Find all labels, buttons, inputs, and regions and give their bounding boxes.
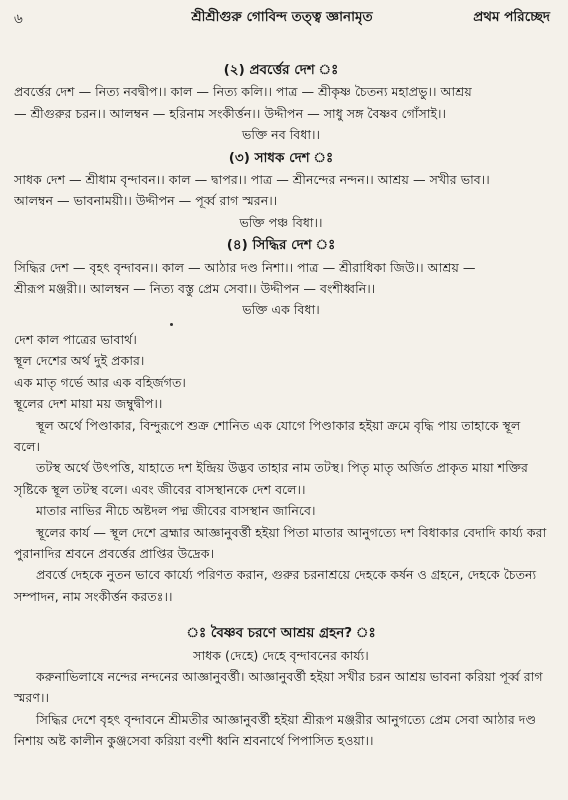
section-3-line-2: আলম্বন — ভাবনাময়ী।। উদ্দীপন — পূর্ব্ব রাগ স্মরন।। — [14, 193, 278, 209]
vaishnav-paragraph-1: করুনাভিলাষে নন্দের নন্দনের আজ্ঞানুবর্ত্তী। আজ্ঞানুবর্ত্তী হইয়া সখীর চরন আশ্রয় ভাবনা করিয়া পূর্ব্ব রাগ স্মরণ।। — [14, 668, 543, 706]
explain-paragraph-2: তটস্থ অর্থে উৎপত্তি, যাহাতে দশ ইন্দ্রিয় উদ্ভব তাহার নাম তটস্থ। পিতৃ মাতৃ অর্জিত প্রাকৃত মায়া শক্তির সৃষ্টিকে স্থূল তটস্থ বলে। এবং জীবের বাসস্থানকে দেশ বলে।। — [14, 460, 528, 497]
section-4-line-1: সিদ্ধির দেশ — বৃহৎ বৃন্দাবন।। কাল — আঠার দণ্ড নিশা।। পাত্র — শ্রীরাধিকা জিউ।। আশ্রয় — — [14, 259, 476, 275]
explain-paragraph-4: স্থূলের কার্য — স্থূল দেশে ব্রহ্মার আজ্ঞানুবর্ত্তী হইয়া পিতা মাতার আনুগত্যে দশ বিধাকার বেদাদি কার্য্য করা পুরানাদির শ্রবনে প্রবর্ত্তের প্রাপ্তির উদ্রেক। — [14, 524, 547, 561]
explain-paragraph-5: প্রবর্ত্তে দেহকে নুতন ভাবে কার্য্যে পরিণত করান, গুরুর চরনাশ্রয়ে দেহকে কর্ষন ও গ্রহনে, দেহকে চৈতন্য সম্পাদন, নাম সংকীর্ত্তন করতঃ।। — [14, 567, 537, 604]
ink-dot — [170, 323, 173, 326]
section-4-line-2: শ্রীরূপ মঞ্জরী।। আলম্বন — নিত্য বস্তু প্রেম সেবা।। উদ্দীপন — বংশীধ্বনি।। — [14, 281, 376, 297]
book-title: শ্রীশ্রীগুরু গোবিন্দ তত্ত্ব জ্ঞানামৃত — [191, 9, 373, 25]
explain-paragraph-3: মাতার নাভির নীচে অষ্টদল পদ্ম জীবের বাসস্থান জানিবে। — [36, 503, 316, 519]
section-heading-2: (২) প্রবর্ত্তের দেশ ঃ — [223, 62, 339, 78]
vaishnav-subheading: সাধক (দেহে) দেহে বৃন্দাবনের কার্য্য। — [193, 647, 369, 663]
vaishnav-paragraph-2: সিদ্ধির দেশে বৃহৎ বৃন্দাবনে শ্রীমতীর আজ্ঞানুবর্ত্তী হইয়া শ্রীরূপ মঞ্জরীর আনুগত্যে প্রেম সেবা আঠার দণ্ড নিশায় অষ্ট কালীন কুঞ্জসেবা করিয়া বংশী ধ্বনি শ্রবনার্থে পিপাসিত হওয়া।। — [14, 711, 537, 749]
chapter-title: প্রথম পরিচ্ছেদ — [473, 9, 550, 25]
explain-line-3: এক মাতৃ গর্ভে আর এক বহির্জগত। — [14, 374, 186, 390]
explain-line-1: দেশ কাল পাত্রের ভাবার্থ। — [14, 331, 137, 347]
explain-line-2: স্থূল দেশের অর্থ দুই প্রকার। — [14, 353, 145, 369]
section-3-line-1: সাধক দেশ — শ্রীধাম বৃন্দাবন।। কাল — দ্বাপর।। পাত্র — শ্রীনন্দের নন্দন।। আশ্রয় — সখীর ভাব।। — [14, 172, 490, 188]
section-heading-4: (৪) সিদ্ধির দেশ ঃ — [226, 237, 336, 254]
section-2-line-1: প্রবর্ত্তের দেশ — নিত্য নবদ্বীপ।। কাল — নিত্য কলি।। পাত্র — শ্রীকৃষ্ণ চৈতন্য মহাপ্রভু।। আশ্রয় — [14, 84, 472, 100]
explain-line-4: স্থূলের দেশ মায়া ময় জম্বুদ্বীপ।। — [14, 396, 163, 412]
vaishnav-heading: ঃ বৈষ্ণব চরণে আশ্রয় গ্রহন? ঃ — [186, 625, 376, 642]
section-heading-3: (৩) সাধক দেশ ঃ — [228, 149, 334, 166]
section-2-line-2: — শ্রীগুরুর চরন।। আলম্বন — হরিনাম সংকীর্ত্তন।। উদ্দীপন — সাধু সঙ্গ বৈষ্ণব গোঁসাই।। — [14, 105, 447, 121]
section-2-bhakti: ভক্তি নব বিধা।। — [241, 127, 321, 143]
page-number: ৬ — [14, 11, 23, 27]
explain-paragraph-1: স্থূল অর্থে পিণ্ডাকার, বিন্দুরূপে শুক্র শোনিত এক যোগে পিণ্ডাকার হইয়া ক্রমে বৃদ্ধি পায় তাহাকে স্থূল বলে। — [14, 417, 521, 454]
section-3-bhakti: ভক্তি পঞ্চ বিধা।। — [239, 214, 323, 230]
page-body — [14, 58, 548, 752]
section-4-bhakti: ভক্তি এক বিধা। — [242, 302, 320, 318]
page-header — [14, 6, 550, 28]
